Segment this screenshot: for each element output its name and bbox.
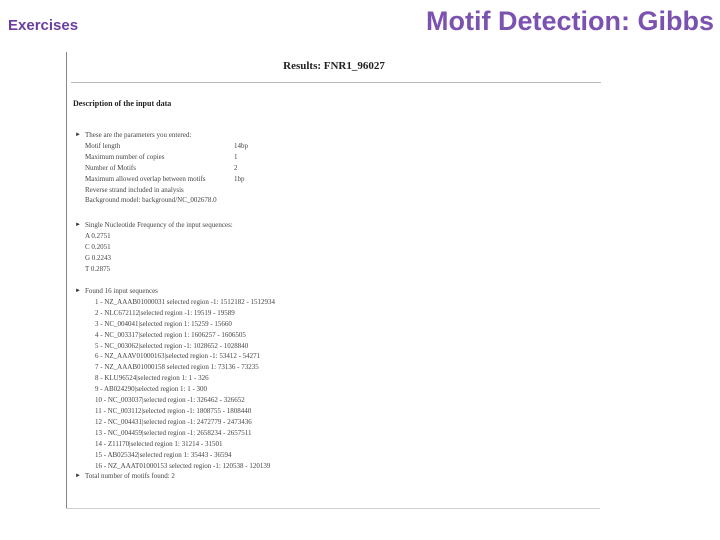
sequence-item: 11 - NC_003112|selected region -1: 1808755 - 1808440 [95, 406, 252, 415]
frequency-block [75, 220, 233, 275]
total-motifs: Total number of motifs found: 2 [85, 472, 175, 481]
parameters-block [75, 130, 248, 206]
slide-title: Motif Detection: Gibbs [426, 6, 714, 36]
sequence-item: 10 - NC_003037|selected region -1: 326462 - 326652 [95, 396, 245, 405]
sequence-item: 2 - NLC672112|selected region -1: 19519 - 19589 [95, 308, 235, 317]
parameter-label: Reverse strand included in analysis [85, 185, 184, 194]
frequency-item: C 0.2051 [85, 242, 111, 251]
parameter-value: 1 [234, 152, 238, 161]
sequence-item: 13 - NC_004459|selected region -1: 2658234 - 2657511 [95, 428, 252, 437]
sequence-item: 16 - NZ_AAAT01000153 selected region -1: 120538 - 120139 [95, 461, 271, 470]
title-divider [71, 82, 601, 83]
sequence-item: 8 - KLU96524|selected region 1: 1 - 326 [95, 374, 209, 383]
sequence-item: 14 - Z11170|selected region 1: 31214 - 31501 [95, 439, 223, 448]
sequences-intro-row [75, 286, 275, 297]
slide-label: Exercises [8, 17, 79, 34]
parameters-intro: These are the parameters you entered: [85, 131, 192, 139]
sequence-item: 9 - AB024290|selected region 1: 1 - 300 [95, 385, 208, 394]
parameter-label: Background model: background/NC_002678.0 [85, 196, 217, 205]
sequence-item: 15 - AB025342|selected region 1: 35443 - 36594 [95, 450, 232, 459]
sequence-item: 1 - NZ_AAAB01000031 selected region -1: 1512182 - 1512934 [95, 297, 276, 306]
parameter-row [85, 163, 238, 174]
parameter-row [85, 185, 217, 196]
frequency-item: A 0.2751 [85, 231, 111, 240]
sequences-block [75, 286, 276, 482]
parameter-label: Maximum number of copies [85, 152, 165, 161]
sequence-item: 7 - NZ_AAAB01000158 selected region 1: 73136 - 73235 [95, 363, 259, 372]
total-motifs-row [75, 471, 275, 482]
parameter-value: 2 [234, 163, 238, 172]
bullet-icon: ► [75, 222, 81, 228]
frequency-item: G 0.2243 [85, 253, 112, 262]
frequency-item: T 0.2875 [85, 264, 111, 273]
sequence-item: 4 - NC_003317|selected region 1: 1606257 - 1606505 [95, 330, 246, 339]
sequences-intro: Found 16 input sequences [85, 287, 158, 295]
document-bottom-border [66, 508, 600, 509]
parameter-value: 1bp [234, 174, 245, 183]
parameters-intro-row [75, 130, 217, 141]
sequence-item: 5 - NC_003062|selected region -1: 1028652 - 1028840 [95, 341, 249, 350]
sequence-item: 6 - NZ_AAAV01000163|selected region -1: 53412 - 54271 [95, 352, 261, 361]
results-title: Results: FNR1_96027 [283, 60, 385, 72]
parameter-row [85, 141, 248, 152]
sequence-item: 3 - NC_004041|selected region 1: 15259 - 15660 [95, 319, 232, 328]
parameter-label: Maximum allowed overlap between motifs [85, 174, 206, 183]
parameter-value: 14bp [234, 141, 248, 150]
bullet-icon: ► [75, 288, 81, 294]
parameter-row [85, 152, 238, 163]
bullet-icon: ► [75, 473, 81, 480]
parameter-row [85, 195, 217, 206]
frequency-intro: Single Nucleotide Frequency of the input sequences: [85, 221, 233, 229]
parameter-row [85, 174, 245, 185]
sequence-item: 12 - NC_004431|selected region -1: 2472779 - 2473436 [95, 417, 252, 426]
bullet-icon: ► [75, 132, 81, 138]
parameter-label: Number of Motifs [85, 163, 136, 172]
results-document [66, 52, 601, 508]
parameter-label: Motif length [85, 141, 121, 150]
frequency-intro-row [75, 220, 233, 231]
description-heading: Description of the input data [73, 99, 172, 108]
